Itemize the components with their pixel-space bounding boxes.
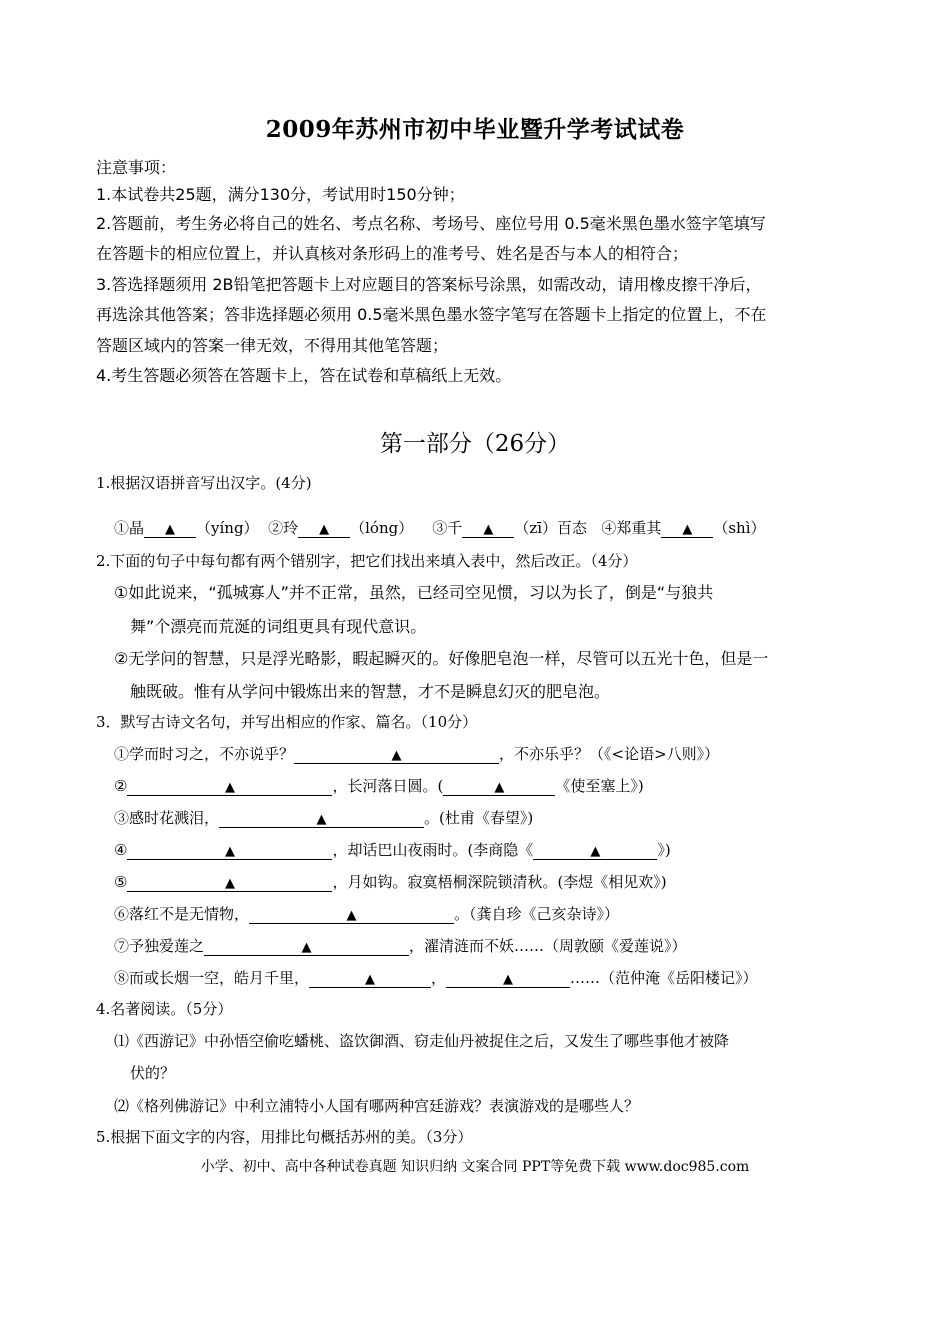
q4-question1-b: 伏的？ (130, 1064, 176, 1082)
q1-items (114, 517, 766, 538)
q3-line-6: ⑥落红不是无情物， ▲ 。（龚自珍《己亥杂诗》） (114, 905, 620, 923)
q3-blank-7[interactable]: ▲ (204, 938, 409, 956)
q2-sentence2-b: 触既破。惟有从学问中锻炼出来的智慧，才不是瞬息幻灭的肥皂泡。 (130, 682, 611, 701)
q1-blank-2[interactable]: ▲ (298, 520, 350, 538)
notice-line-7: 4.考生答题必须答在答题卡上，答在试卷和草稿纸上无效。 (96, 366, 512, 385)
notice-line-5: 再选涂其他答案；答非选择题必须用 0.5毫米黑色墨水签字笔写在答题卡上指定的位置上，不在 (96, 305, 767, 324)
q1-item3-pinyin: （zī）百态 (514, 519, 588, 537)
q1-item4-pinyin: （shì） (713, 519, 766, 537)
q2-stem: 2.下面的句子中每句都有两个错别字，把它们找出来填入表中，然后改正。（4分） (96, 552, 638, 570)
q1-blank-4[interactable]: ▲ (661, 520, 713, 538)
notice-line-1: 1.本试卷共25题，满分130分，考试用时150分钟； (96, 185, 465, 204)
q4-stem: 4.名著阅读。（5分） (96, 1000, 233, 1018)
notice-line-2: 2.答题前，考生务必将自己的姓名、考点名称、考场号、座位号用 0.5毫米黑色墨水签字笔填写 (96, 214, 766, 233)
q3-blank-1[interactable]: ▲ (294, 746, 499, 764)
q3-line-4: ④ ▲ ，却话巴山夜雨时。(李商隐《 ▲ 》) (114, 841, 671, 859)
q3-line-8: ⑧而或长烟一空，皓月千里， ▲ ， ▲ ……（范仲淹《岳阳楼记》） (114, 969, 758, 987)
q3-line-3: ③感时花溅泪， ▲ 。(杜甫《春望》) (114, 809, 534, 827)
q3-stem: 3．默写古诗文名句，并写出相应的作家、篇名。（10分） (96, 713, 478, 731)
q3-blank-4[interactable]: ▲ (127, 842, 332, 860)
q4-question1-a: ⑴《西游记》中孙悟空偷吃蟠桃、盗饮御酒、窃走仙丹被捉住之后，又发生了哪些事他才被降 (114, 1032, 730, 1050)
q3-line-7: ⑦予独爱莲之 ▲ ，濯清涟而不妖……（周敦颐《爱莲说》） (114, 937, 687, 955)
q1-blank-1[interactable]: ▲ (144, 520, 196, 538)
q3-blank-8a[interactable]: ▲ (309, 970, 431, 988)
q3-line-2: ② ▲ ，长河落日圆。( ▲ 《使至塞上》) (114, 777, 644, 795)
q3-blank-6[interactable]: ▲ (249, 906, 454, 924)
q2-sentence1-a: ①如此说来，“孤城寡人”并不正常，虽然，已经司空见惯，习以为长了，倒是“与狼共 (114, 583, 714, 602)
q2-sentence2-a: ②无学问的智慧，只是浮光略影，睱起瞬灭的。好像肥皂泡一样，尽管可以五光十色，但是一 (114, 649, 769, 668)
notice-line-6: 答题区域内的答案一律无效，不得用其他笔答题； (96, 336, 449, 355)
q3-line-5: ⑤ ▲ ，月如钩。寂寞梧桐深院锁清秋。(李煜《相见欢》) (114, 873, 667, 891)
q3-line-1: ①学而时习之，不亦说乎？ ▲ ，不亦乐乎？（《<论语>八则》） (114, 745, 720, 763)
q1-item2-label: ②玲 (268, 519, 299, 537)
q1-item1-label: ①晶 (114, 519, 145, 537)
q1-item1-pinyin: （yíng） (196, 519, 259, 537)
q3-blank-2[interactable]: ▲ (127, 778, 332, 796)
q1-blank-3[interactable]: ▲ (462, 520, 514, 538)
q3-blank-3[interactable]: ▲ (219, 810, 424, 828)
q4-question2: ⑵《格列佛游记》中利立浦特小人国有哪两种宫廷游戏？表演游戏的是哪些人？ (114, 1097, 640, 1115)
notice-line-3: 在答题卡的相应位置上，并认真核对条形码上的准考号、姓名是否与本人的相符合； (96, 244, 689, 263)
q1-item2-pinyin: （lóng） (350, 519, 414, 537)
q2-sentence1-b: 舞”个漂亮而荒涎的词组更具有现代意识。 (130, 617, 427, 636)
part-title: 第一部分（26分） (379, 431, 571, 457)
q3-blank-4b[interactable]: ▲ (533, 842, 657, 860)
exam-title: 2009年苏州市初中毕业暨升学考试试卷 (265, 116, 685, 143)
q5-stem: 5.根据下面文字的内容，用排比句概括苏州的美。（3分） (96, 1128, 473, 1146)
q1-stem: 1.根据汉语拼音写出汉字。(4分) (96, 474, 312, 492)
notice-heading: 注意事项： (96, 158, 177, 177)
notice-line-4: 3.答选择题须用 2B铅笔把答题卡上对应题目的答案标号涂黑，如需改动，请用橡皮擦干净后， (96, 275, 762, 294)
q3-blank-5[interactable]: ▲ (127, 874, 332, 892)
q3-blank-8b[interactable]: ▲ (446, 970, 570, 988)
q1-item4-label: ④郑重其 (601, 519, 662, 537)
q3-blank-2b[interactable]: ▲ (443, 778, 555, 796)
q1-item3-label: ③千 (432, 519, 463, 537)
page-footer: 小学、初中、高中各种试卷真题 知识归纳 文案合同 PPT等免费下载 www.doc985.com (200, 1159, 750, 1175)
